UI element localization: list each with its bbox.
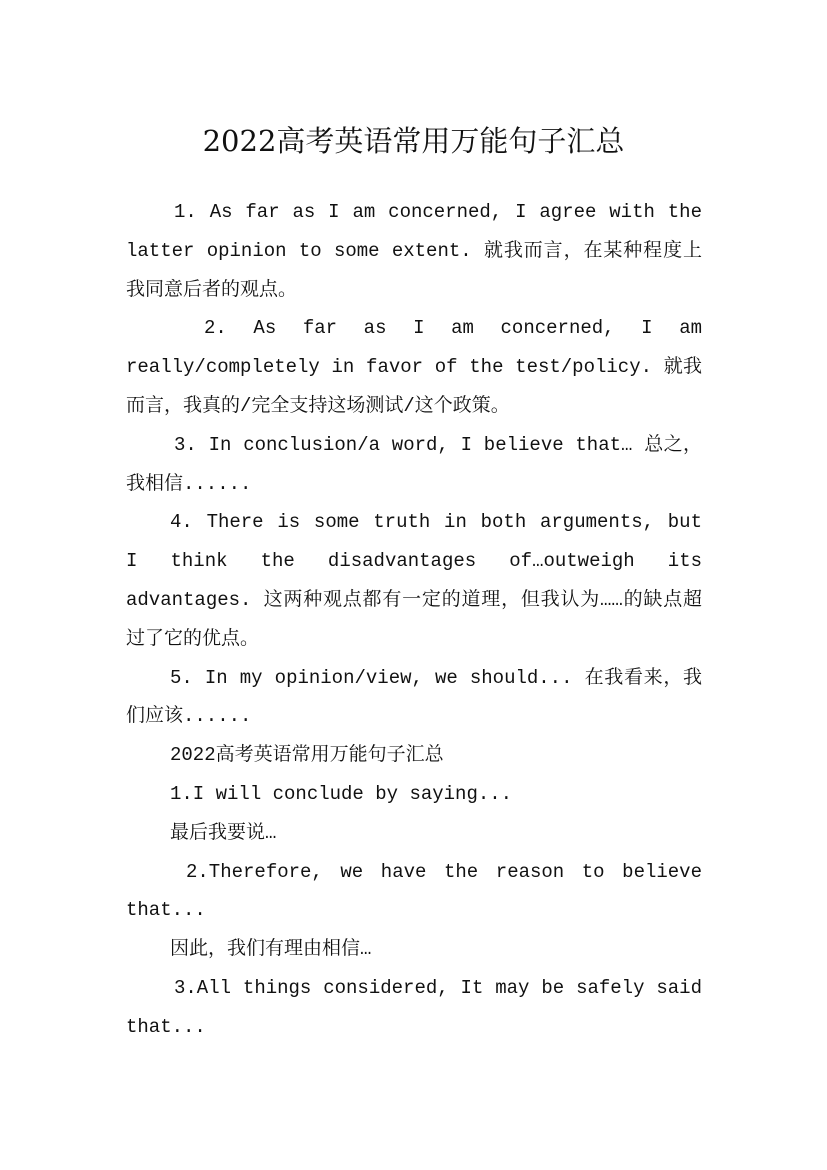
document-title: 2022高考英语常用万能句子汇总 — [202, 124, 625, 159]
sentence-chinese: 因此，我们有理由相信… — [170, 938, 372, 961]
list-item: 3. In conclusion/a word, I believe that… 总之，我相信...... — [126, 433, 702, 495]
sentence-english: 1.I will conclude by saying... — [170, 782, 513, 805]
subheading: 2022高考英语常用万能句子汇总 — [170, 744, 444, 767]
document-body — [126, 193, 702, 1047]
list-item: 2. As far as I am concerned, I am really/completely in favor of the test/policy. 就我而言，我真的/完全支持这场测试/这个政策。 — [126, 317, 702, 417]
list-item: 4. There is some truth in both arguments, but I think the disadvantages of…outweigh its advantages. 这两种观点都有一定的道理，但我认为……的缺点超过了它的优点。 — [126, 511, 702, 650]
list-item: 5. In my opinion/view, we should... 在我看来，我们应该...... — [126, 666, 702, 728]
sentence-english: 2.Therefore, we have the reason to believe that... — [126, 860, 702, 922]
list-item: 1. As far as I am concerned, I agree with the latter opinion to some extent. 就我而言，在某种程度上我同意后者的观点。 — [126, 201, 702, 301]
sentence-english: 3.All things considered, It may be safely said that... — [126, 976, 702, 1038]
sentence-chinese: 最后我要说… — [170, 821, 277, 844]
